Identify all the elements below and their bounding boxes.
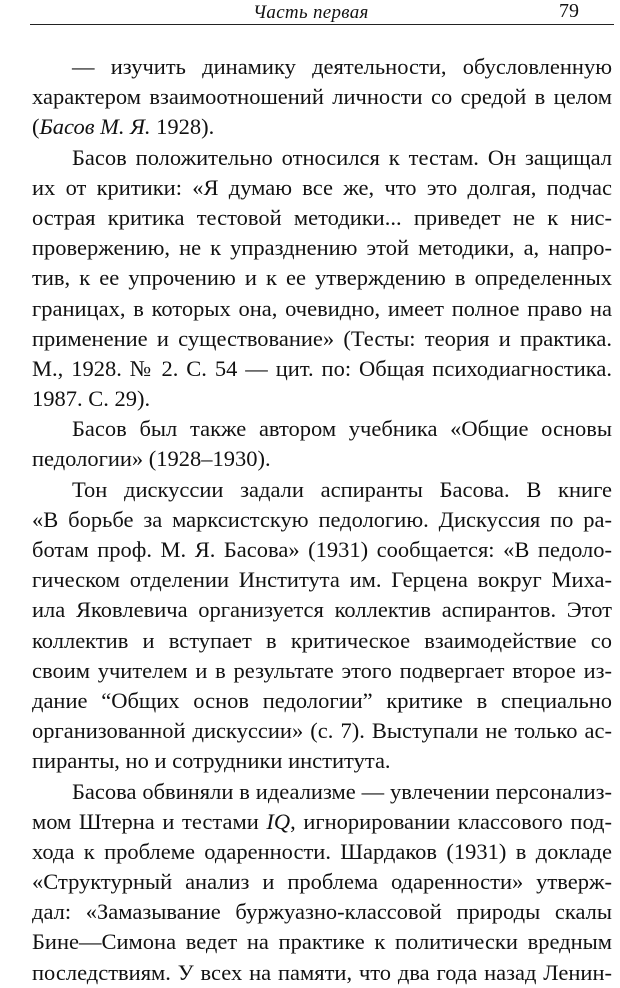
text-line: Басова обвиняли в идеализме — увлечении персонализ- [72,778,612,804]
italic-text: IQ [266,808,291,834]
text-line: их от критики: «Я думаю все же, что это долгая, подчас [32,174,612,200]
text-line: пиранты, но и сотрудники института. [32,748,391,774]
text-run: мом Штерна и тестами [32,808,267,834]
text-line: Басов положительно относился к тестам. Он защищал [72,144,612,170]
text-run: ( [32,114,40,140]
text-line: — изучить динамику деятельности, обусловленную [72,54,612,79]
text-line: хода к проблеме одаренности. Шардаков (1931) в докладе [32,838,612,864]
text-line: «В борьбе за марксистскую педологию. Дискуссия по ра- [32,506,612,532]
running-head [0,0,620,30]
header-rule [30,24,614,25]
text-line: М., 1928. № 2. С. 54 — цит. по: Общая психодиагностика. [32,355,612,381]
text-run: , игнорировании классового под- [290,808,612,834]
text-line: педологии» (1928–1930). [32,446,271,472]
text-line: провержению, не к упразднению этой методики, а, напро- [32,235,612,261]
body-text [32,52,612,988]
text-line [32,112,612,142]
text-line: Басов был также автором учебника «Общие основы [72,416,612,442]
text-line: последствиям. У всех на памяти, что два года назад Ленин- [32,959,612,985]
text-line: характером взаимоотношений личности со средой в целом [32,84,612,110]
text-line: острая критика тестовой методики... приведет не к нис- [32,204,612,230]
text-line: дание “Общих основ педологии” критике в специально [32,687,612,713]
text-line: Тон дискуссии задали аспиранты Басова. В книге [72,476,612,502]
text-line: применение и существование» (Тесты: теория и практика. [32,325,612,351]
page-number: 79 [559,0,579,22]
text-line: тив, к ее упрочению и к ее утверждению в определенных [32,265,612,291]
text-line: Бине—Симона ведет на практике к политически вредным [32,929,612,955]
text-line [32,807,612,837]
section-title: Часть первая [253,2,369,23]
text-line: 1987. С. 29). [32,386,151,412]
text-run: 1928). [150,114,215,140]
text-line: дал: «Замазывание буржуазно-классовой природы скалы [32,899,612,925]
text-line: своим учителем и в результате этого подвергает второе из- [32,657,612,683]
italic-text: Басов М. Я. [39,114,151,140]
text-line: ила Яковлевича организуется коллектив аспирантов. Этот [32,597,612,623]
text-line: организованной дискуссии» (с. 7). Выступали не только ас- [32,718,612,744]
text-line: «Структурный анализ и проблема одаренности» утверж- [32,869,612,895]
text-line: ботам проф. М. Я. Басова» (1931) сообщается: «В педоло- [32,537,612,562]
text-line: гическом отделении Института им. Герцена вокруг Миха- [32,567,612,593]
text-line: коллектив и вступает в критическое взаимодействие со [32,627,612,653]
text-line: границах, в которых она, очевидно, имеет полное право на [32,295,612,321]
